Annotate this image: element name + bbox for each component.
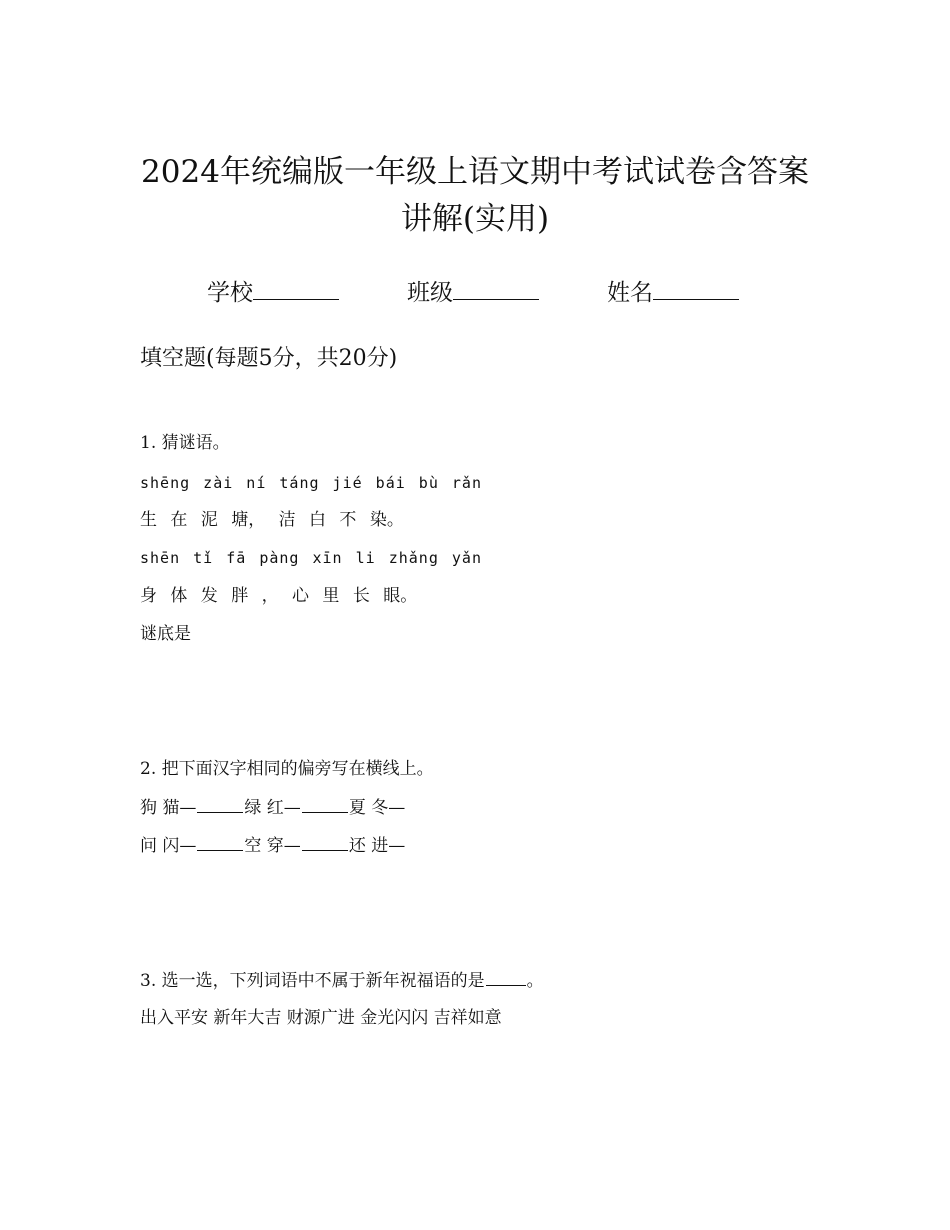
q2-row1-item3: 夏 冬— xyxy=(348,798,406,818)
q1-hanzi-line1: 生 在 泥 塘， 洁 白 不 染。 xyxy=(140,510,404,530)
q3-prompt-end: 。 xyxy=(526,971,544,991)
q3-options: 出入平安 新年大吉 财源广进 金光闪闪 吉祥如意 xyxy=(140,1008,502,1028)
school-field xyxy=(207,276,339,310)
q1-prompt: 1. 猜谜语。 xyxy=(140,433,230,453)
class-field xyxy=(407,276,539,310)
q1-pinyin-line2: shēn tǐ fā pàng xīn li zhǎng yǎn xyxy=(140,549,482,567)
q2-row2-item3: 还 进— xyxy=(348,836,406,856)
section-heading: 填空题(每题5分，共20分) xyxy=(140,346,398,371)
q2-row2-item1: 问 闪— xyxy=(140,836,197,856)
class-label: 班级 xyxy=(407,280,453,306)
name-field xyxy=(607,276,739,310)
q3-answer-blank[interactable] xyxy=(486,968,526,986)
name-blank xyxy=(653,277,739,300)
q1-pinyin-line1: shēng zài ní táng jié bái bù rǎn xyxy=(140,474,482,492)
document-title-line1: 2024年统编版一年级上语文期中考试试卷含答案 xyxy=(141,154,809,190)
q2-row2-item2: 空 穿— xyxy=(244,836,301,856)
q2-row2-blank1[interactable] xyxy=(197,833,243,851)
q1-hanzi-line2: 身 体 发 胖 ， 心 里 长 眼。 xyxy=(140,586,418,606)
class-blank xyxy=(453,277,539,300)
school-blank xyxy=(253,277,339,300)
name-label: 姓名 xyxy=(607,280,653,306)
q3-prompt-text: 3. 选一选，下列词语中不属于新年祝福语的是 xyxy=(140,971,485,991)
q2-row2-blank2[interactable] xyxy=(302,833,348,851)
q2-row2 xyxy=(140,833,405,858)
q2-prompt: 2. 把下面汉字相同的偏旁写在横线上。 xyxy=(140,759,434,779)
q2-row1-blank1[interactable] xyxy=(197,795,243,813)
q2-row1-item1: 狗 猫— xyxy=(140,798,197,818)
q3-prompt xyxy=(140,968,544,993)
q2-row1-blank2[interactable] xyxy=(302,795,348,813)
q1-answer-label: 谜底是 xyxy=(140,624,191,644)
document-title-line2: 讲解(实用) xyxy=(400,201,550,237)
q2-row1 xyxy=(140,795,405,820)
school-label: 学校 xyxy=(207,280,253,306)
q2-row1-item2: 绿 红— xyxy=(244,798,301,818)
